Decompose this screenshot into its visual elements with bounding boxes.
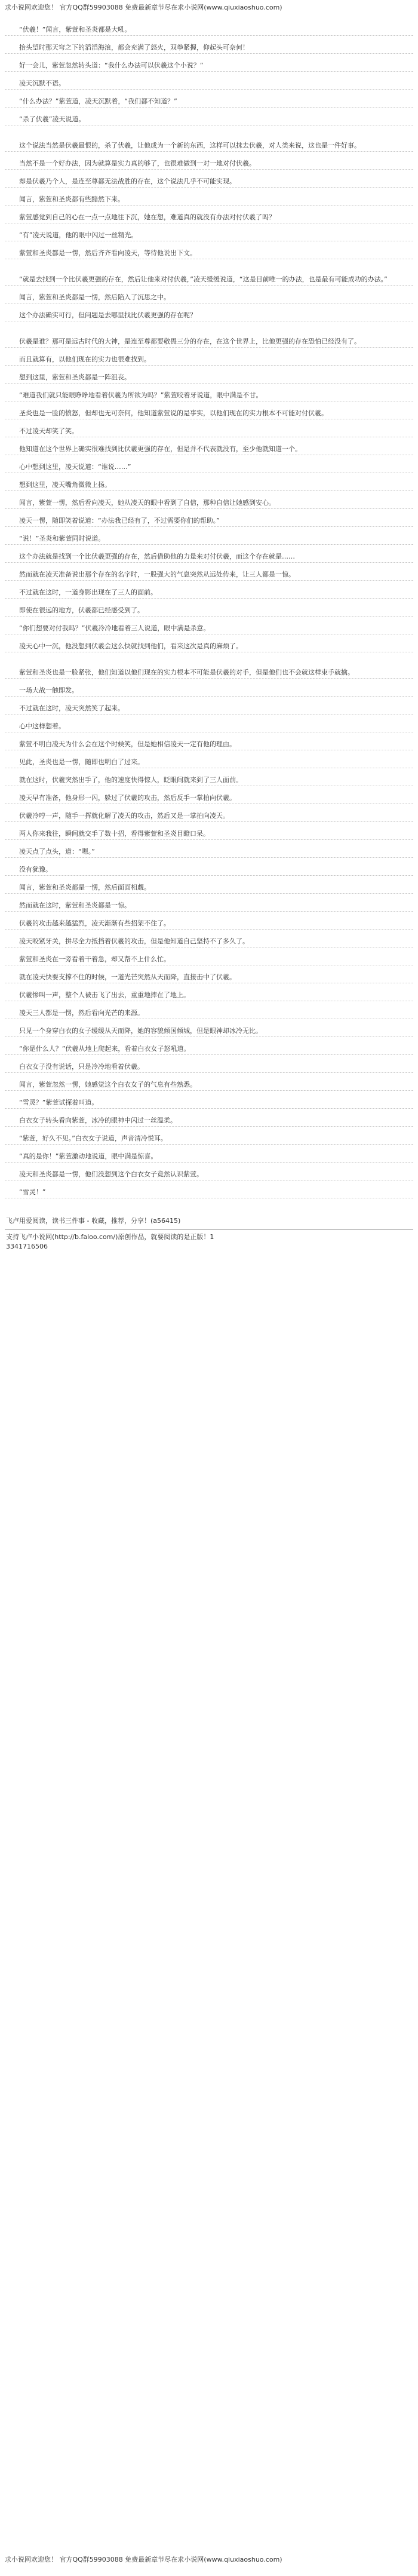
- paragraph-text: 却是伏羲乃个人，是连至尊都无法战胜的存在，这个说法几乎不可能实现。: [19, 177, 236, 185]
- paragraph: [5, 732, 413, 750]
- paragraph-text: 没有犹豫。: [19, 866, 52, 873]
- paragraph: [5, 599, 413, 617]
- paragraph: [5, 366, 413, 384]
- paragraph: [5, 72, 413, 90]
- paragraph: [5, 894, 413, 912]
- paragraph: [5, 1001, 413, 1019]
- paragraph-text: 凌天和圣炎都是一愣，他们没想到这个白衣女子竟然认识紫萱。: [19, 1170, 203, 1178]
- paragraph: [5, 822, 413, 840]
- paragraph: [5, 786, 413, 804]
- paragraph: [5, 930, 413, 947]
- paragraph-text: 一场大战一触即发。: [19, 686, 78, 694]
- paragraph-text: “你们想要对付我吗？”伏羲冷冷地看着三人说道，眼中满是杀意。: [19, 624, 210, 632]
- paragraph-text: 伏羲是谁？那可是远古时代的大神，是连至尊都要敬畏三分的存在，在这个世界上，比他更强的存在恐怕已经没有了。: [19, 338, 361, 345]
- paragraph-text: 见此，圣炎也是一愣，随即也明白了过来。: [19, 758, 144, 766]
- paragraph-text: “雪灵？”紫萱试探着叫道。: [19, 1099, 99, 1106]
- paragraph-text: 紫萱不明白凌天为什么会在这个时候笑，但是她相信凌天一定有他的理由。: [19, 740, 236, 748]
- paragraph: [5, 1091, 413, 1109]
- paragraph-text: 闻言，紫萱和圣炎都是一愣，然后面面相觑。: [19, 884, 150, 891]
- paragraph: [5, 206, 413, 223]
- paragraph: [5, 581, 413, 599]
- paragraph-text: 不过就在这时，一道身影出现在了三人的面前。: [19, 588, 157, 596]
- paragraph: [5, 1055, 413, 1073]
- paragraph-text: 紫萱和圣炎也是一脸紧张，他们知道以他们现在的实力根本不可能是伏羲的对手，但是他们也不会就这样束手就擒。: [19, 668, 354, 676]
- paragraph-text: 想到这里，紫萱和圣炎都是一阵沮丧。: [19, 373, 131, 381]
- paragraph-text: 白衣女子没有说话，只是冷冷地看着伏羲。: [19, 1063, 144, 1071]
- paragraph: [5, 840, 413, 858]
- paragraph: [5, 1019, 413, 1037]
- paragraph-text: 伏羲冷哼一声，随手一挥就化解了凌天的攻击，然后又是一掌拍向凌天。: [19, 812, 229, 820]
- paragraph: [5, 947, 413, 965]
- paragraph: [5, 634, 413, 652]
- paragraph: [5, 1163, 413, 1180]
- paragraph-text: 这个办法确实可行，但问题是去哪里找比伏羲更强的存在呢？: [19, 311, 196, 319]
- paragraph: [5, 876, 413, 894]
- paragraph-text: 然而就在这时，紫萱和圣炎都是一惊。: [19, 901, 131, 909]
- paragraph: [5, 1037, 413, 1055]
- paragraph: [5, 983, 413, 1001]
- paragraph-text: 当然不是一个好办法，因为就算是实力真的够了，也很难做到一对一地对付伏羲。: [19, 160, 256, 167]
- paragraph: [5, 455, 413, 473]
- site-footer-header: 求小说网欢迎您！ 官方QQ群59903088 免费最新章节尽在求小说网(www.qiuxiaoshuo.com): [5, 2556, 282, 2563]
- paragraph-text: “难道我们就只能眼睁睁地看着伏羲为所欲为吗？”紫萱咬着牙说道，眼中满是不甘。: [19, 391, 263, 399]
- paragraph: [5, 1109, 413, 1127]
- paragraph-text: 闻言，紫萱忽然一愣，她感觉这个白衣女子的气息有些熟悉。: [19, 1081, 196, 1088]
- paragraph-text: “就是去找到一个比伏羲更强的存在，然后让他来对付伏羲，”凌天缓缓说道，“这是目前唯一的办法，也是最有可能成功的办法。”: [19, 275, 388, 283]
- paragraph: [5, 965, 413, 983]
- paragraph-text: 凌天心中一沉，他没想到伏羲会这么快就找到他们，看来这次是真的麻烦了。: [19, 642, 242, 650]
- paragraph-text: 这个说法当然是伏羲最恨的，杀了伏羲，让他成为一个新的东西，这样可以抹去伏羲，对人类来说，这也是一件好事。: [19, 142, 361, 149]
- paragraph: [5, 1145, 413, 1163]
- paragraph-text: 不过凌天却笑了笑。: [19, 427, 78, 435]
- paragraph-text: 紫萱感觉到自己的心在一点一点地往下沉，她在想，难道真的就没有办法对付伏羲了吗？: [19, 213, 275, 221]
- paragraph-text: “紫萱，好久不见。”白衣女子说道，声音清冷悦耳。: [19, 1134, 167, 1142]
- paragraph-text: 凌天三人都是一愣，然后看向光芒的来源。: [19, 1009, 144, 1017]
- paragraph: [5, 563, 413, 581]
- paragraph-text: 不过就在这时，凌天突然笑了起来。: [19, 704, 124, 712]
- paragraph: [5, 152, 413, 170]
- paragraph-text: 抬头望时那天穹之下的滔滔海浪，都会充满了怒火，双拳紧握，仰起头可奈何！: [19, 44, 249, 51]
- paragraph-text: 就在这时，伏羲突然出手了，他的速度快得惊人，眨眼间就来到了三人面前。: [19, 776, 242, 784]
- paragraph: [5, 617, 413, 634]
- paragraph-text: 圣炎也是一脸的愤怒，但却也无可奈何，他知道紫萱说的是事实，以他们现在的实力根本不可能对付伏羲。: [19, 409, 328, 417]
- paragraph: [5, 401, 413, 419]
- paragraph: [5, 321, 413, 348]
- paragraph: [5, 188, 413, 206]
- paragraph-text: 闻言，紫萱和圣炎都有些黯然下来。: [19, 195, 124, 203]
- paragraph-text: 而且就算有，以他们现在的实力也很难找到。: [19, 355, 150, 363]
- paragraph: [5, 652, 413, 679]
- paragraph: [5, 36, 413, 54]
- paragraph-text: 心中想到这里，凌天说道：“谁说……”: [19, 463, 131, 471]
- paragraph: [5, 348, 413, 366]
- paragraph-text: 伏羲的攻击越来越猛烈，凌天渐渐有些招架不住了。: [19, 919, 170, 927]
- paragraph: [5, 303, 413, 321]
- paragraph-text: 然而就在凌天准备说出那个存在的名字时，一股强大的气息突然从远处传来，让三人都是一惊。: [19, 571, 295, 578]
- footer-line-1: 飞卢用爱阅读，读书三件事 - 收藏，推荐，分享！(a56415): [6, 1217, 181, 1225]
- paragraph-text: 凌天一愣，随即笑着说道：“办法我已经有了，不过需要你们的帮助。”: [19, 517, 220, 525]
- paragraph: [5, 804, 413, 822]
- paragraph-text: “伏羲！”闻言，紫萱和圣炎都是大吼。: [19, 26, 131, 33]
- paragraph: [5, 170, 413, 188]
- paragraph-text: 即使在很远的地方，伏羲都已经感受到了。: [19, 606, 144, 614]
- paragraph-text: “杀了伏羲”凌天说道。: [19, 115, 85, 123]
- paragraph-text: 凌天早有准备，他身形一闪，躲过了伏羲的攻击，然后反手一掌拍向伏羲。: [19, 794, 236, 802]
- paragraph-text: 这个办法就是找到一个比伏羲更强的存在，然后借助他的力量来对付伏羲，而这个存在就是……: [19, 553, 295, 560]
- paragraph-text: “雪灵！”: [19, 1188, 46, 1196]
- paragraph-text: “你是什么人？”伏羲从地上爬起来，看着白衣女子怒吼道。: [19, 1045, 190, 1053]
- paragraph: [5, 419, 413, 437]
- paragraph: [5, 473, 413, 491]
- footer-gap: [5, 1198, 413, 1216]
- paragraph: [5, 108, 413, 125]
- paragraph: [5, 90, 413, 108]
- paragraph-text: 两人你来我往，瞬间就交手了数十招，看得紫萱和圣炎目瞪口呆。: [19, 830, 210, 838]
- paragraph: [5, 714, 413, 732]
- paragraph-text: 紫萱和圣炎都是一愣，然后齐齐看向凌天，等待他说出下文。: [19, 249, 196, 257]
- paragraph: [5, 491, 413, 509]
- paragraph-text: 紫萱和圣炎在一旁看着干着急，却又帮不上什么忙。: [19, 955, 170, 963]
- paragraph-text: “有”凌天说道，他的眼中闪过一丝精光。: [19, 231, 138, 239]
- paragraph-text: 想到这里，凌天嘴角微微上扬。: [19, 481, 111, 489]
- paragraph-text: “说！”圣炎和紫萱同时说道。: [19, 535, 105, 542]
- paragraph: [5, 54, 413, 72]
- paragraph: [5, 1180, 413, 1198]
- paragraph: [5, 750, 413, 768]
- paragraph-text: 心中这样想着。: [19, 722, 65, 730]
- footer-site-line[interactable]: 支持飞卢小说网(http://b.faloo.com/)原创作品，就要阅读的是正版！1: [5, 1229, 413, 1242]
- paragraph-text: 伏羲惨叫一声，整个人被击飞了出去，重重地摔在了地上。: [19, 991, 190, 999]
- paragraph-text: 只见一个身穿白衣的女子缓缓从天而降，她的容貌倾国倾城，但是眼神却冰冷无比。: [19, 1027, 262, 1035]
- paragraph-text: “什么办法？”紫萱道，凌天沉默着，“我们都不知道？”: [19, 97, 177, 105]
- paragraph-list: [5, 18, 413, 1198]
- paragraph: [5, 384, 413, 401]
- paragraph: [5, 223, 413, 241]
- paragraph-text: 凌天沉默不语。: [19, 79, 65, 87]
- paragraph-text: 凌天咬紧牙关，拼尽全力抵挡着伏羲的攻击，但是他知道自己坚持不了多久了。: [19, 937, 249, 945]
- paragraph-text: 闻言，紫萱一愣，然后看向凌天，她从凌天的眼中看到了自信，那种自信让她感到安心。: [19, 499, 275, 507]
- paragraph-text: 就在凌天快要支撑不住的时候，一道光芒突然从天而降，直接击中了伏羲。: [19, 973, 236, 981]
- paragraph-text: 白衣女子转头看向紫萱，冰冷的眼神中闪过一丝温柔。: [19, 1117, 177, 1124]
- footer-id-line: 3341716506: [6, 1243, 48, 1250]
- paragraph: [5, 697, 413, 714]
- paragraph: [5, 437, 413, 455]
- paragraph: [5, 259, 413, 286]
- paragraph: [5, 545, 413, 563]
- paragraph-text: 闻言，紫萱和圣炎都是一愣，然后陷入了沉思之中。: [19, 293, 170, 301]
- paragraph-text: 凌天点了点头，道：“嗯。”: [19, 848, 95, 855]
- paragraph: [5, 1073, 413, 1091]
- paragraph: [5, 679, 413, 697]
- paragraph-text: “真的是你！”紫萱激动地说道，眼中满是惊喜。: [19, 1152, 158, 1160]
- site-header: 求小说网欢迎您！ 官方QQ群59903088 免费最新章节尽在求小说网(www.qiuxiaoshuo.com): [5, 4, 282, 11]
- paragraph: [5, 768, 413, 786]
- paragraph: [5, 241, 413, 259]
- paragraph: [5, 527, 413, 545]
- paragraph-text: 好一会儿，紫萱忽然转头道：“我什么办法可以伏羲这个小说？”: [19, 62, 204, 69]
- paragraph: [5, 912, 413, 930]
- paragraph: [5, 1127, 413, 1145]
- paragraph-text: 他知道在这个世界上确实很难找到比伏羲更强的存在，但是并不代表就没有，至少他就知道一个。: [19, 445, 302, 453]
- paragraph: [5, 858, 413, 876]
- paragraph: [5, 18, 413, 36]
- paragraph: [5, 125, 413, 152]
- chapter-content: [5, 18, 413, 2551]
- paragraph: [5, 509, 413, 527]
- paragraph: [5, 286, 413, 303]
